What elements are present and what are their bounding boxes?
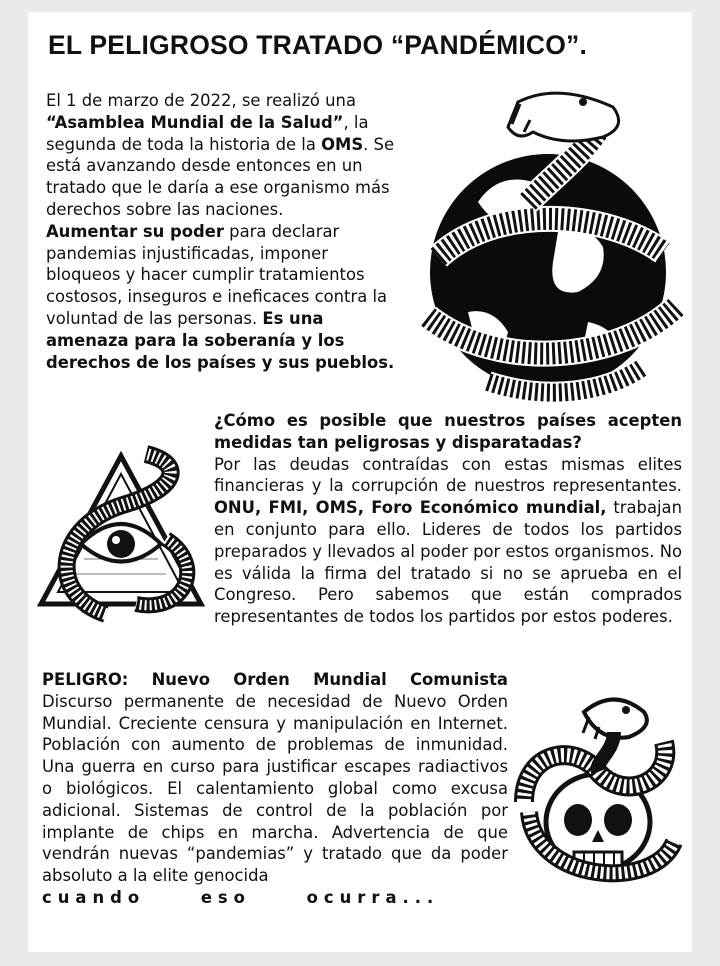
intro-line: pandemias injustificadas, imponer [46, 243, 328, 263]
closing-phrase: cuando eso ocurra... [42, 887, 440, 907]
page-title: EL PELIGROSO TRATADO “PANDÉMICO”. [48, 30, 588, 60]
flyer-page [28, 12, 692, 952]
intro-line: voluntad de las personas. Es una [46, 308, 324, 328]
intro-paragraph [46, 90, 426, 373]
intro-line: costosos, inseguros e ineficaces contra la [46, 287, 388, 307]
snake-globe-illustration [408, 82, 688, 402]
danger-heading: PELIGRO: Nuevo Orden Mundial Comunista [42, 670, 508, 689]
intro-line: El 1 de marzo de 2022, se realizó una [46, 91, 356, 110]
intro-line: tratado que le daría a ese organismo más [46, 178, 390, 198]
intro-line: derechos de los países y sus pueblos. [46, 352, 395, 372]
intro-line: está avanzando desde entonces en un [46, 156, 363, 176]
snake-skull-illustration [514, 692, 682, 892]
intro-line: Aumentar su poder para declarar [46, 221, 340, 241]
oms-label: OMS [321, 134, 364, 154]
intro-line: “Asamblea Mundial de la Salud”, la [46, 112, 369, 132]
snake-pyramid-eye-illustration [36, 444, 206, 624]
organizations-list: ONU, FMI, OMS, Foro Económico mundial, [214, 498, 607, 518]
intro-line: amenaza para la soberanía y los [46, 330, 345, 350]
intro-line: segunda de toda la historia de la OMS. Se [46, 134, 395, 154]
intro-line: derechos sobre las naciones. [46, 199, 284, 219]
danger-paragraph: Discurso permanente de necesidad de Nuevo Orden Mundial. Creciente censura y manipulación en Internet. Población con aumento de problemas de inmunidad. Una guerra en curso para justificar escapes radiactivos o biológicos. El calentamiento global como excusa adicional. Sistemas de control de la población por implante de chips en marcha. Advertencia de que vendrán nuevas “pandemias” y tratado que da poder absoluto a la elite genocida [42, 691, 508, 886]
question-heading: ¿Cómo es posible que nuestros países acepten medidas tan peligrosas y disparatadas? [214, 411, 682, 452]
intro-line: bloqueos y hacer cumplir tratamientos [46, 265, 365, 285]
question-section [214, 410, 682, 628]
danger-section [42, 669, 508, 909]
answer-paragraph: Por las deudas contraídas con estas mismas elites financieras y la corrupción de nuestros representantes. ONU, FMI, OMS, Foro Económico mundial, trabajan en conjunto para ello. Lideres de todos los partidos preparados y llevados al poder por estos organismos. No es válida la firma del tratado si no se aprueba en el Congreso. Pero sabemos que están comprados representantes de todos los partidos por estos poderes. [214, 454, 682, 627]
power-phrase: Aumentar su poder [46, 221, 224, 241]
assembly-name: “Asamblea Mundial de la Salud” [46, 112, 344, 132]
